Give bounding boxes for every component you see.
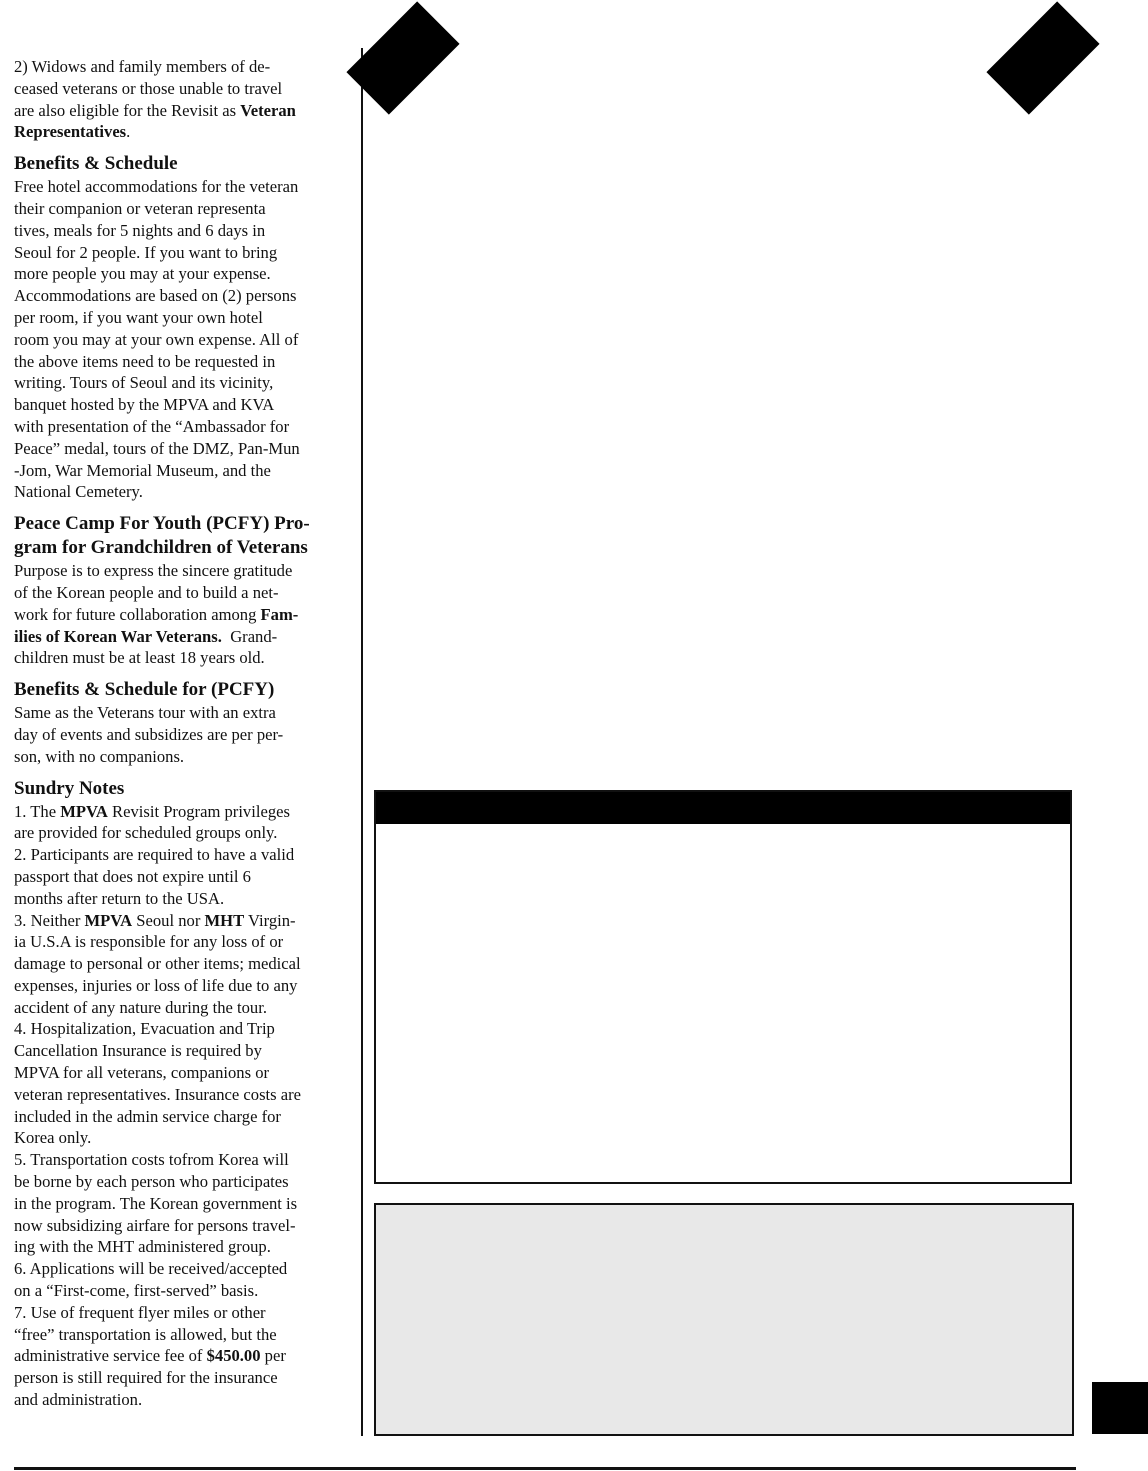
corner-marker-right [986, 1, 1099, 114]
sundry-line: months after return to the USA. [14, 888, 225, 908]
benefits-line: Peace” medal, tours of the DMZ, Pan-Mun [14, 438, 300, 458]
benefits-line: -Jom, War Memorial Museum, and the [14, 460, 271, 480]
sundry-line: be borne by each person who participates [14, 1172, 289, 1192]
sundry-line: 5. Transportation costs tofrom Korea will [14, 1150, 289, 1170]
mpva-term: MPVA [60, 801, 108, 821]
sundry-line: and administration. [14, 1390, 143, 1410]
sundry-text: per [260, 1346, 286, 1366]
sundry-line: Cancellation Insurance is required by [14, 1041, 262, 1061]
sundry-line: ia U.S.A is responsible for any loss of or [14, 932, 284, 952]
column-divider [361, 48, 363, 1436]
sundry-line: expenses, injuries or loss of life due to any [14, 975, 298, 995]
sundry-line: 7. Use of frequent flyer miles or other [14, 1302, 266, 1322]
boxed-panel [374, 790, 1072, 1184]
pcfy-heading: Peace Camp For Youth (PCFY) Pro- [14, 513, 310, 535]
sundry-line: Korea only. [14, 1128, 92, 1148]
benefits-line: their companion or veteran representa [14, 198, 266, 218]
fee-amount: $450.00 [206, 1346, 261, 1366]
families-term: Fam- [260, 604, 299, 624]
sundry-line [14, 1345, 346, 1367]
sundry-line: accident of any nature during the tour. [14, 997, 267, 1017]
benefits-line: Seoul for 2 people. If you want to bring [14, 242, 278, 262]
pcfy-text: work for future collaboration among [14, 604, 261, 624]
pcfy-benefits-line: son, with no companions. [14, 746, 185, 766]
families-term: ilies of Korean War Veterans. [14, 626, 222, 646]
benefits-heading: Benefits & Schedule [14, 153, 178, 175]
sundry-line: 4. Hospitalization, Evacuation and Trip [14, 1019, 275, 1039]
sundry-line: are provided for scheduled groups only. [14, 823, 278, 843]
sundry-line: on a “First-come, first-served” basis. [14, 1281, 259, 1301]
benefits-line: banquet hosted by the MPVA and KVA [14, 395, 275, 415]
mpva-term: MPVA [84, 910, 133, 930]
sundry-line: MPVA for all veterans, companions or [14, 1063, 270, 1083]
page-edge-tab [1092, 1382, 1148, 1434]
benefits-line: writing. Tours of Seoul and its vicinity, [14, 373, 274, 393]
benefits-line: National Cemetery. [14, 482, 143, 502]
boxed-panel-header [376, 792, 1070, 824]
intro-line [14, 100, 346, 144]
intro-line: 2) Widows and family members of de- [14, 57, 271, 76]
pcfy-benefits-heading: Benefits & Schedule for (PCFY) [14, 679, 275, 701]
benefits-line: with presentation of the “Ambassador for [14, 416, 290, 436]
benefits-line: the above items need to be requested in [14, 351, 276, 371]
benefits-line: per room, if you want your own hotel [14, 307, 263, 327]
benefits-line: room you may at your own expense. All of [14, 329, 299, 349]
sundry-line: person is still required for the insurance [14, 1368, 278, 1388]
sundry-text: Seoul nor [132, 910, 205, 930]
sundry-line [14, 910, 346, 932]
bottom-rule [14, 1467, 1076, 1470]
pcfy-line: Purpose is to express the sincere gratitude [14, 561, 293, 581]
sundry-line: in the program. The Korean government is [14, 1193, 298, 1213]
sundry-line: 6. Applications will be received/accepted [14, 1259, 288, 1279]
sundry-text: 1. The [14, 801, 61, 821]
intro-text: are also eligible for the Revisit as [14, 100, 241, 120]
shaded-panel [374, 1203, 1074, 1436]
benefits-line: tives, meals for 5 nights and 6 days in [14, 220, 266, 240]
pcfy-line: children must be at least 18 years old. [14, 648, 265, 668]
pcfy-text: Grand- [221, 626, 278, 646]
pcfy-line [14, 604, 346, 626]
intro-suffix: . [126, 122, 131, 142]
sundry-line: “free” transportation is allowed, but the [14, 1324, 277, 1344]
sundry-text: administrative service fee of [14, 1346, 207, 1366]
benefits-line: more people you may at your expense. [14, 264, 271, 284]
benefits-line: Accommodations are based on (2) persons [14, 286, 297, 306]
sundry-line: veteran representatives. Insurance costs are [14, 1084, 302, 1104]
sundry-notes-heading: Sundry Notes [14, 777, 125, 799]
mht-term: MHT [204, 910, 245, 930]
pcfy-line [14, 626, 346, 648]
sundry-text: 3. Neither [14, 910, 85, 930]
sundry-line [14, 801, 346, 823]
sundry-line: 2. Participants are required to have a valid [14, 845, 295, 865]
sundry-line: now subsidizing airfare for persons travel- [14, 1215, 296, 1235]
corner-marker-left [346, 1, 459, 114]
left-text-column [14, 56, 346, 1411]
intro-line: ceased veterans or those unable to travel [14, 78, 283, 98]
pcfy-line: of the Korean people and to build a net- [14, 582, 279, 602]
sundry-line: included in the admin service charge for [14, 1106, 281, 1126]
sundry-line: damage to personal or other items; medical [14, 954, 301, 974]
sundry-text: Revisit Program privileges [107, 801, 290, 821]
benefits-line: Free hotel accommodations for the veteran [14, 177, 299, 197]
sundry-text: Virgin- [244, 910, 296, 930]
veteran-representatives-term: Veteran Representatives [14, 100, 296, 142]
pcfy-benefits-line: Same as the Veterans tour with an extra [14, 703, 276, 723]
pcfy-benefits-line: day of events and subsidizes are per per- [14, 724, 284, 744]
sundry-line: ing with the MHT administered group. [14, 1237, 271, 1257]
sundry-line: passport that does not expire until 6 [14, 866, 251, 886]
pcfy-heading: gram for Grandchildren of Veterans [14, 537, 308, 559]
